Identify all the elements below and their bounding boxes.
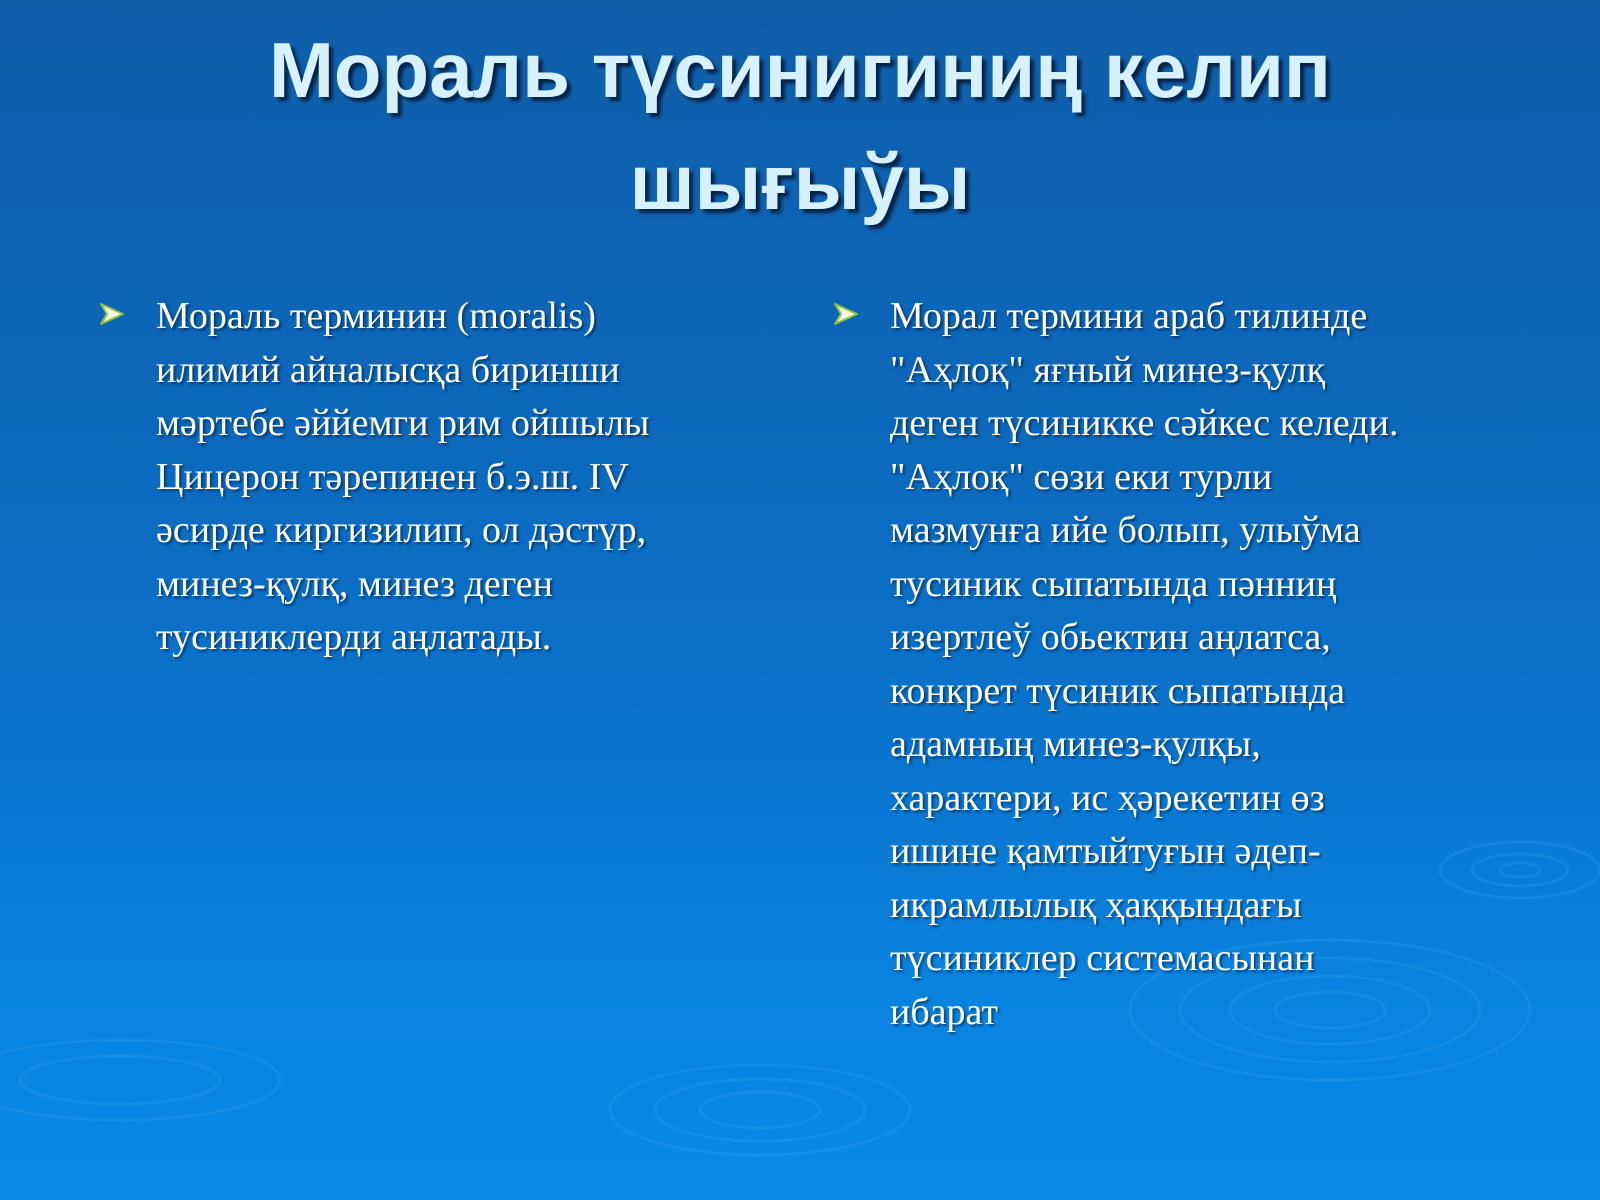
bullet-line: "Аҳлоқ" яғный минез-қулқ — [890, 348, 1326, 391]
slide-title-line-1: Мораль түсинигиниң келип — [268, 26, 1332, 114]
bullet-line: ибарат — [890, 990, 999, 1033]
slide-title-line-2: шығыўы — [629, 138, 971, 226]
bullet-line: Мораль терминин (moralis) — [156, 295, 596, 337]
bullet-text-left — [156, 290, 758, 665]
bullet-line: илимий айналысқа биринши — [156, 348, 620, 391]
bullet-line: деген түсиникке сәйкес келеди. — [890, 402, 1399, 444]
slide-title — [0, 14, 1600, 238]
bullet-line: адамның минез-қулқы, — [890, 723, 1261, 765]
arrow-bullet-icon — [832, 300, 860, 328]
bullet-line: Цицерон тәрепинен б.э.ш. IV — [156, 455, 629, 498]
bullet-line: ишине қамтыйтуғын әдеп- — [890, 830, 1321, 872]
bullet-line: тусиник сыпатында пәнниң — [890, 562, 1337, 605]
bullet-line: икрамлылық ҳаққындағы — [890, 883, 1302, 926]
bullet-line: Морал термини араб тилинде — [890, 295, 1368, 337]
bullet-line: түсиниклер системасынан — [890, 937, 1315, 979]
bullet-text-right — [890, 290, 1522, 1039]
bullet-line: конкрет түсиник сыпатында — [890, 669, 1346, 712]
bullet-line: әсирде киргизилип, ол дәстүр, — [156, 509, 647, 551]
bullet-item-left — [98, 290, 758, 665]
bullet-line: мәртебе әййемги рим ойшылы — [156, 402, 650, 444]
bullet-line: характери, ис ҳәрекетин өз — [890, 776, 1325, 819]
bullet-line: "Аҳлоқ" сөзи еки турли — [890, 455, 1273, 498]
bullet-line: изертлеў обьектин аңлатса, — [890, 616, 1331, 658]
bullet-line: тусиниклерди аңлатады. — [156, 616, 552, 658]
arrow-bullet-icon — [98, 300, 126, 328]
bullet-item-right — [832, 290, 1522, 1039]
bullet-line: мазмунға ийе болып, улыўма — [890, 509, 1361, 551]
bullet-line: минез-қулқ, минез деген — [156, 562, 553, 605]
